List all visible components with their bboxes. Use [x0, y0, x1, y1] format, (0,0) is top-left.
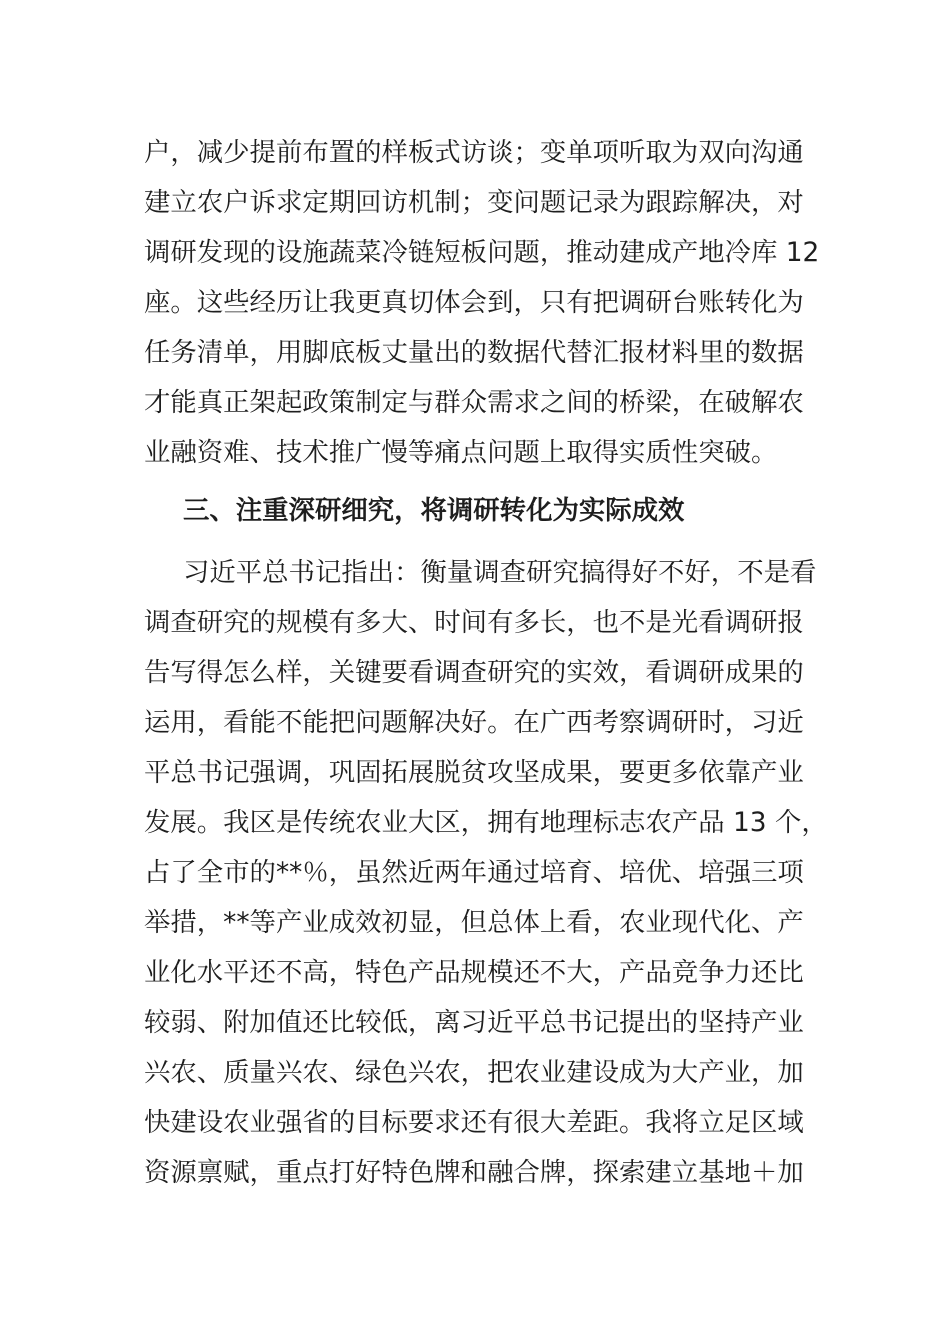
- text-line: 举措，**等产业成效初显，但总体上看，农业现代化、产: [144, 907, 804, 938]
- text-line: 调查研究的规模有多大、时间有多长，也不是光看调研报: [144, 607, 804, 638]
- text-line: 快建设农业强省的目标要求还有很大差距。我将立足区域: [144, 1107, 804, 1138]
- text-line: 才能真正架起政策制定与群众需求之间的桥梁，在破解农: [144, 387, 804, 418]
- text-line: 较弱、附加值还比较低，离习近平总书记提出的坚持产业: [144, 1007, 804, 1038]
- section-heading: 三、注重深研细究，将调研转化为实际成效: [183, 495, 685, 526]
- text-line: 座。这些经历让我更真切体会到，只有把调研台账转化为: [144, 287, 804, 318]
- text-line: 告写得怎么样，关键要看调查研究的实效，看调研成果的: [144, 657, 804, 688]
- text-line: 调研发现的设施蔬菜冷链短板问题，推动建成产地冷库 12: [144, 237, 820, 268]
- text-line: 资源禀赋，重点打好特色牌和融合牌，探索建立基地＋加: [144, 1157, 804, 1188]
- text-line: 运用，看能不能把问题解决好。在广西考察调研时，习近: [144, 707, 804, 738]
- text-line: 任务清单，用脚底板丈量出的数据代替汇报材料里的数据: [144, 337, 804, 368]
- text-line: 兴农、质量兴农、绿色兴农，把农业建设成为大产业，加: [144, 1057, 804, 1088]
- text-line: 户，减少提前布置的样板式访谈；变单项听取为双向沟通: [144, 137, 804, 168]
- text-line: 发展。我区是传统农业大区，拥有地理标志农产品 13 个，: [144, 807, 828, 838]
- text-line: 业融资难、技术推广慢等痛点问题上取得实质性突破。: [144, 437, 778, 468]
- text-line: 占了全市的**％，虽然近两年通过培育、培优、培强三项: [144, 857, 804, 888]
- text-line: 平总书记强调，巩固拓展脱贫攻坚成果，要更多依靠产业: [144, 757, 804, 788]
- text-line: 习近平总书记指出：衡量调查研究搞得好不好，不是看: [183, 557, 817, 588]
- text-line: 业化水平还不高，特色产品规模还不大，产品竞争力还比: [144, 957, 804, 988]
- text-line: 建立农户诉求定期回访机制；变问题记录为跟踪解决，对: [144, 187, 804, 218]
